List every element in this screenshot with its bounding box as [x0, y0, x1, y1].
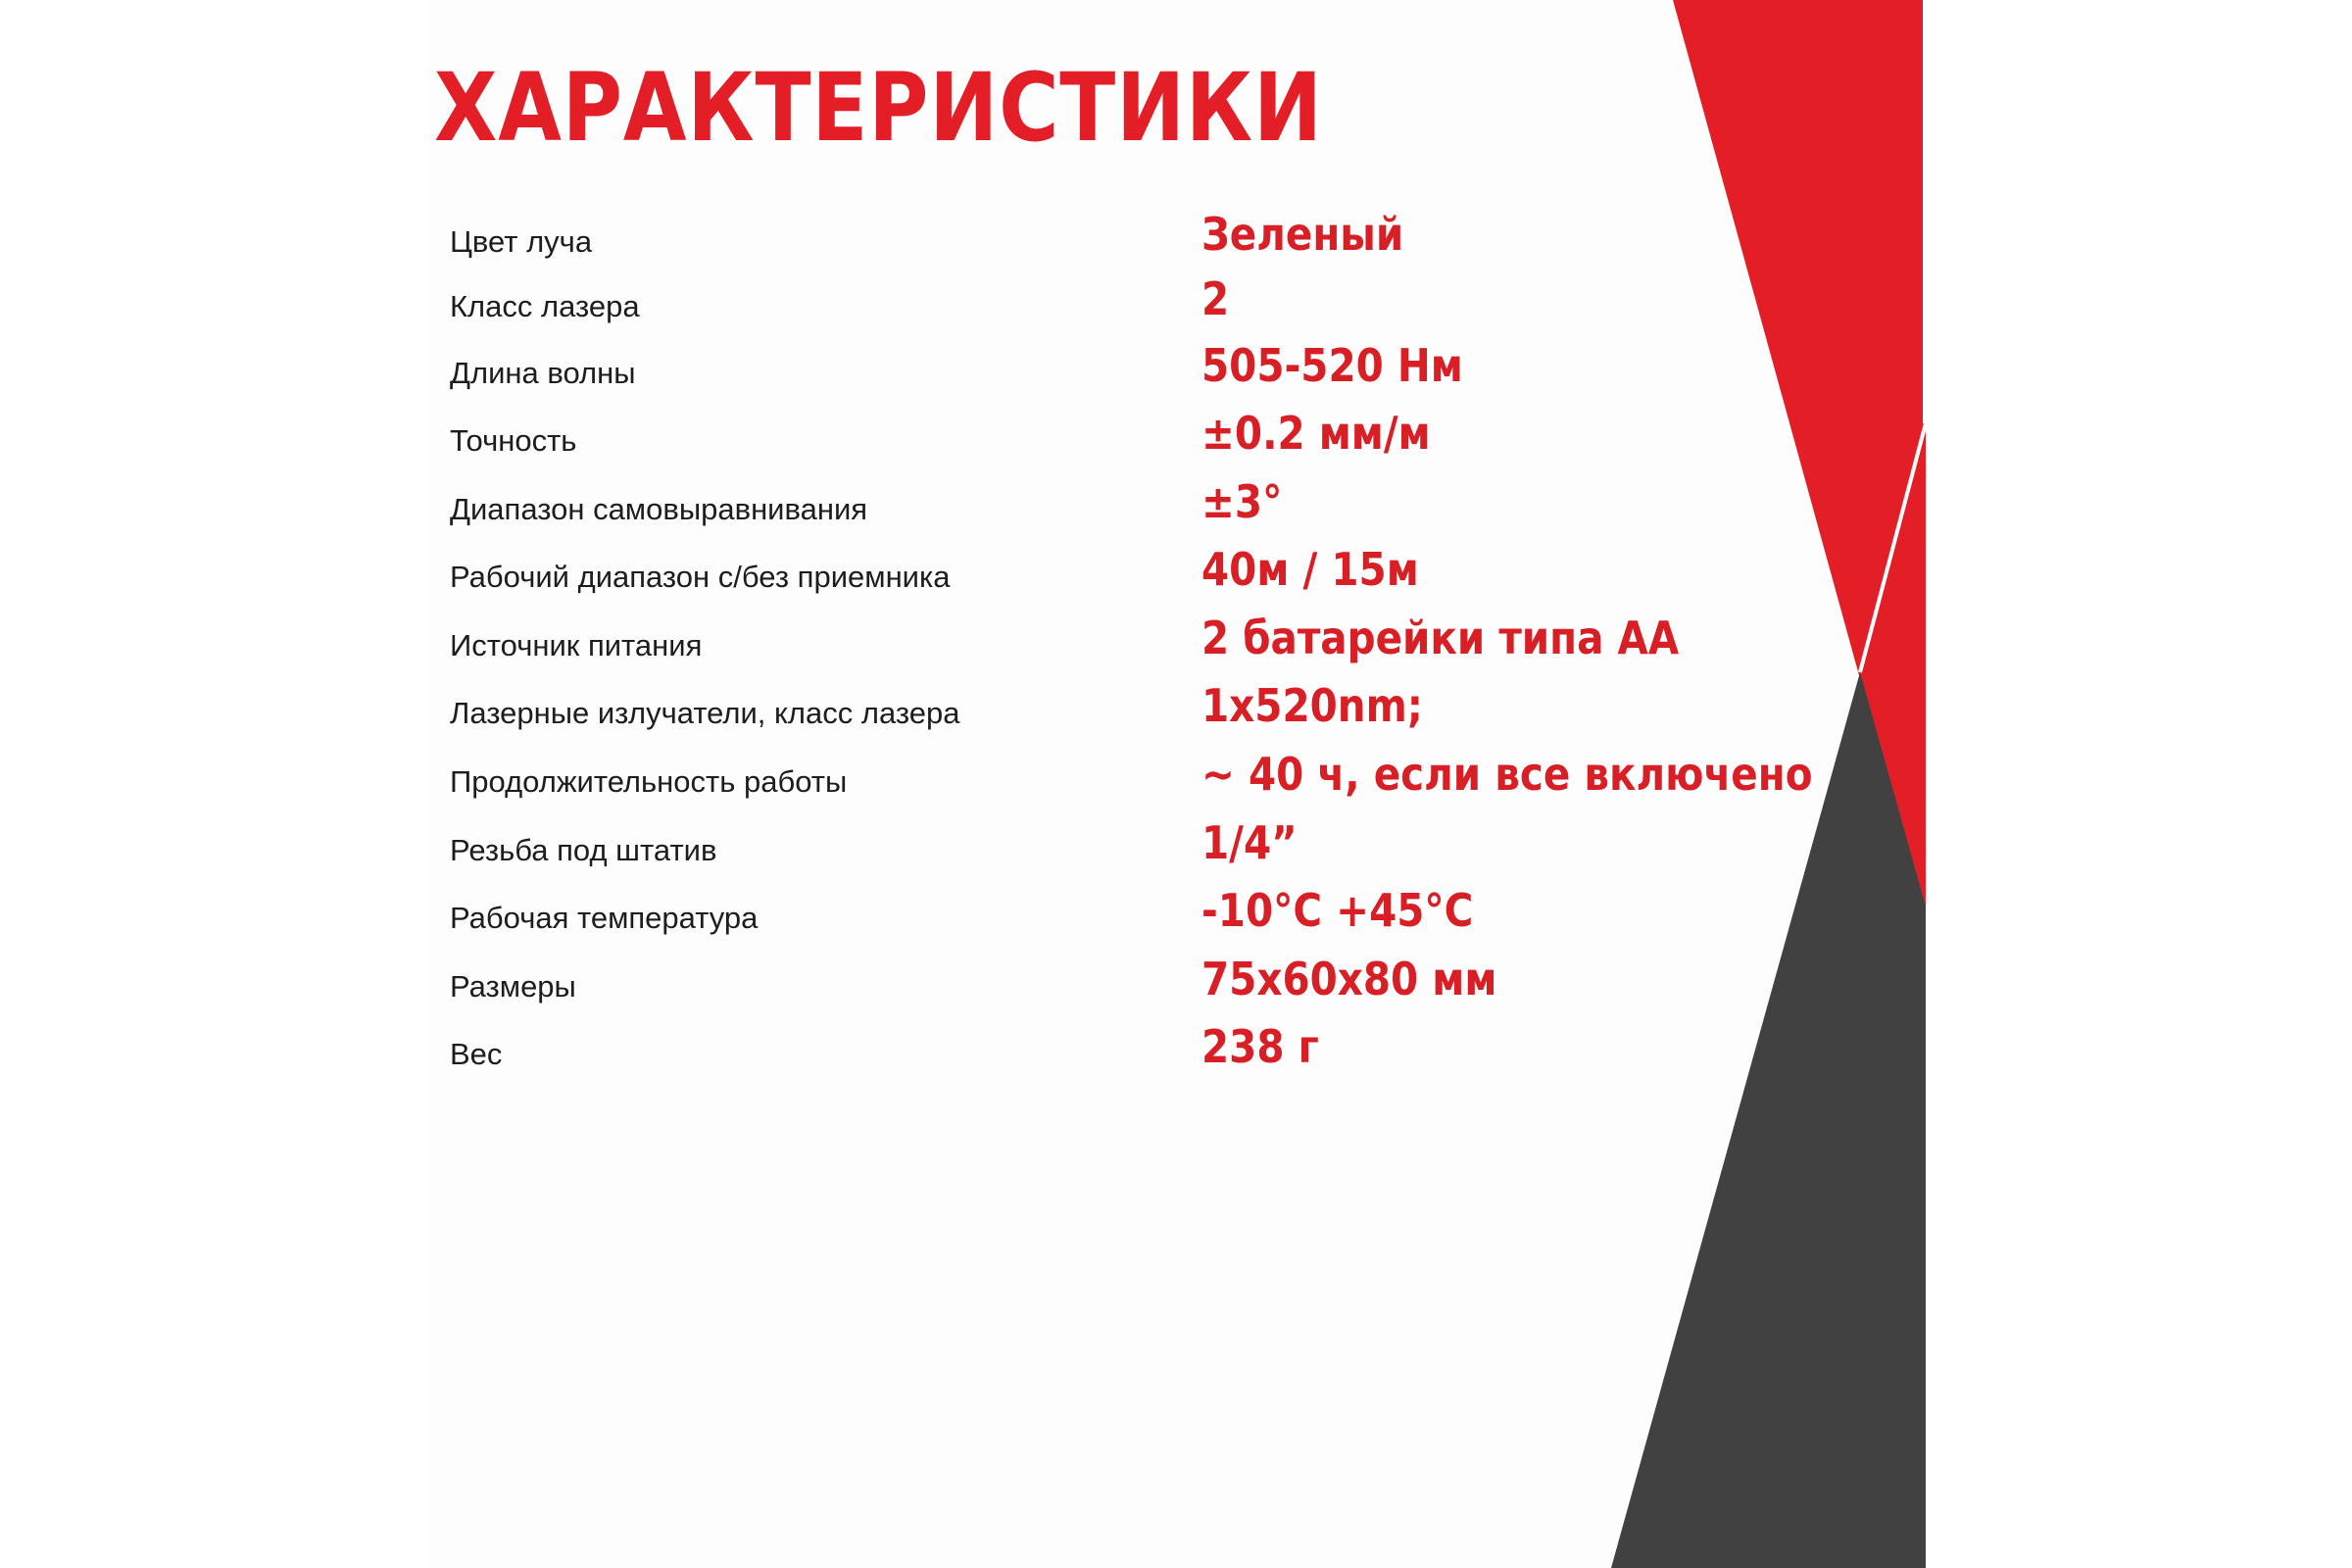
spec-value: 1/4”	[1201, 816, 1298, 869]
spec-label: Рабочий диапазон с/без приемника	[450, 560, 951, 594]
spec-row	[428, 208, 1927, 276]
spec-value: 40м / 15м	[1201, 543, 1419, 596]
spec-row	[428, 475, 1927, 544]
spec-value: Зеленый	[1201, 208, 1404, 261]
spec-value: 2 батарейки типа AA	[1201, 612, 1680, 664]
spec-value: 2	[1201, 272, 1230, 325]
spec-label: Резьба под штатив	[450, 833, 717, 867]
spec-label: Рабочая температура	[450, 901, 759, 935]
spec-row	[428, 816, 1927, 885]
spec-label: Вес	[450, 1037, 503, 1071]
spec-label: Продолжительность работы	[450, 764, 848, 799]
spec-row	[428, 748, 1927, 816]
spec-value: 505-520 Нм	[1201, 339, 1463, 392]
spec-row	[428, 339, 1927, 408]
spec-label: Лазерные излучатели, класс лазера	[450, 696, 960, 730]
spec-label: Точность	[450, 423, 577, 458]
spec-row	[428, 612, 1927, 680]
spec-row	[428, 272, 1927, 341]
spec-value: 1x520nm;	[1201, 679, 1423, 732]
spec-row	[428, 543, 1927, 612]
spec-label: Цвет луча	[450, 224, 593, 259]
spec-value: -10°C +45°C	[1201, 884, 1474, 937]
spec-value: ~ 40 ч, если все включено	[1201, 748, 1813, 801]
spec-label: Длина волны	[450, 356, 636, 390]
spec-row	[428, 407, 1927, 475]
spec-value: ±3°	[1201, 475, 1283, 528]
page-title: ХАРАКТЕРИСТИКИ	[434, 53, 1323, 163]
spec-value: 238 г	[1201, 1020, 1319, 1073]
spec-card	[428, 0, 1927, 1568]
spec-list	[428, 0, 1927, 1568]
spec-label: Размеры	[450, 969, 576, 1004]
spec-value: ±0.2 мм/м	[1201, 407, 1431, 460]
spec-row	[428, 1020, 1927, 1089]
spec-label: Источник питания	[450, 628, 703, 662]
spec-label: Класс лазера	[450, 289, 640, 323]
spec-label: Диапазон самовыравнивания	[450, 492, 868, 526]
spec-row	[428, 884, 1927, 953]
spec-value: 75x60x80 мм	[1201, 953, 1497, 1005]
spec-row	[428, 953, 1927, 1021]
spec-row	[428, 679, 1927, 748]
